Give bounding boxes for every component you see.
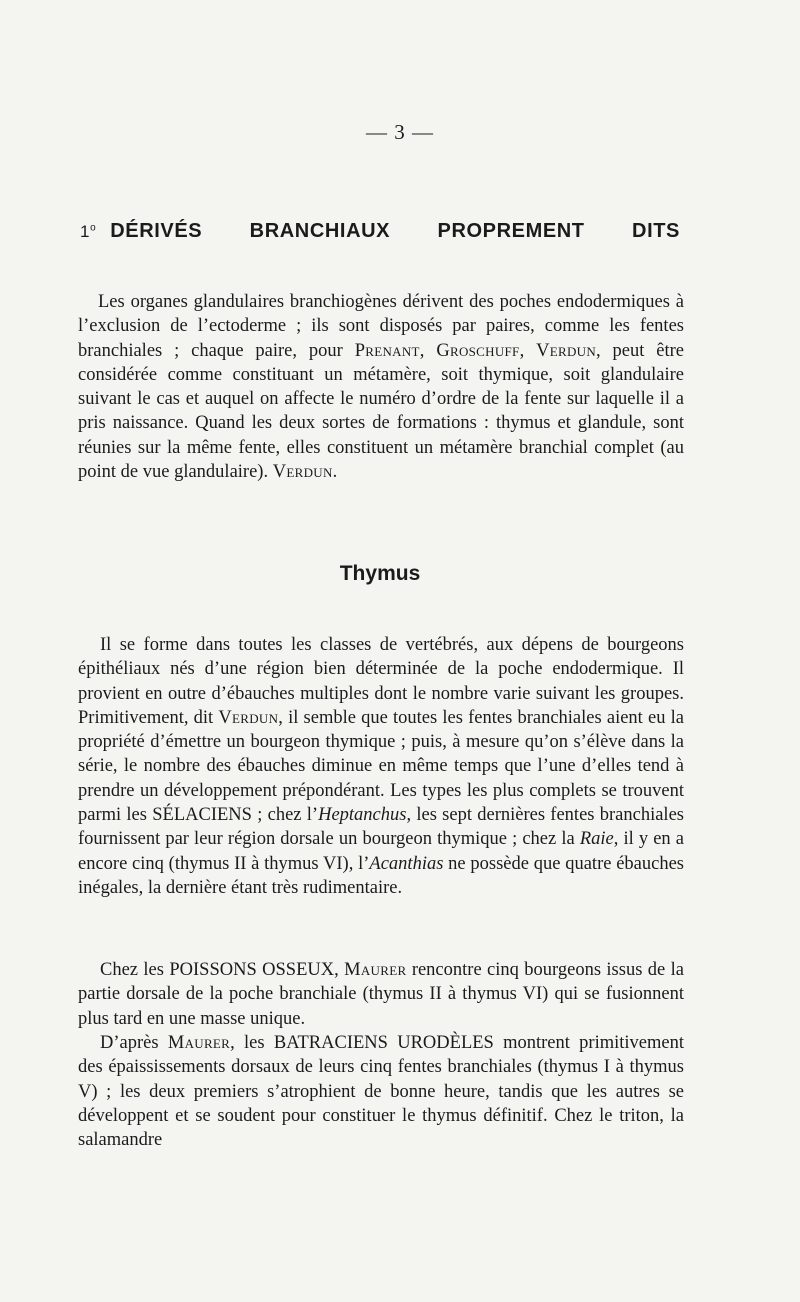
- page-number: — 3 —: [366, 120, 434, 144]
- author-name: Maurer: [344, 960, 407, 980]
- paragraph-3: Chez les POISSONS OSSEUX, Maurer rencontre cinq bourgeons issus de la partie dorsale de la poche branchiale (thymus II à thymus VI) qui se fusionnent plus tard en une masse unique.: [78, 960, 684, 1029]
- author-name: Prenant: [354, 340, 420, 361]
- paragraph-4: D’après Maurer, les BATRACIENS URODÈLES montrent primitivement des épaississements dorsaux de leurs cinq fentes branchiales (thymus I à thymus V) ; les deux premiers s’atrophient de bonne heure, tandis que les autres se développent et se soudent pour constituer le thymus définitif. Chez le triton, la salamandre: [78, 1033, 684, 1151]
- section-number: 1$^o$: [80, 222, 97, 241]
- author-name: Verdun: [218, 707, 279, 728]
- genus-name: Raie: [579, 829, 614, 850]
- author-name: Verdun: [272, 462, 333, 483]
- subheading-thymus: Thymus: [339, 562, 421, 585]
- genus-name: Acanthias: [369, 853, 444, 874]
- section-title: DÉRIVÉS BRANCHIAUX PROPREMENT DITS: [110, 220, 680, 242]
- author-name: Verdun: [536, 340, 597, 361]
- author-name: Groschuff: [436, 340, 520, 361]
- paragraph-2: Il se forme dans toutes les classes de vertébrés, aux dépens de bourgeons épithéliaux nés d’une région bien déterminée de la poche endodermique. Il provient en outre d’ébauches multiples dont le nombre varie suivant les groupes. Primitivement, dit Verdun, il semble que toutes les fentes branchiales aient eu la propriété d’émettre un bourgeon thymique ; puis, à mesure qu’on s’élève dans la série, le nombre des ébauches diminue en même temps que l’une d’elles tend à prendre un développement prépondérant. Les types les plus complets se trouvent parmi les SÉLACIENS ; chez l’Heptanchus, les sept dernières fentes branchiales fournissent par leur région dorsale un bourgeon thymique ; chez la Raie, il y en a encore cinq (thymus II à thymus VI), l’Acanthias ne possède que quatre ébauches inégales, la dernière étant très rudimentaire.: [78, 635, 684, 898]
- section-heading: [80, 220, 680, 243]
- author-name: Maurer: [167, 1033, 231, 1053]
- paragraph-1: Les organes glandulaires branchiogènes dérivent des poches endodermiques à l’exclusion de l’ectoderme ; ils sont disposés par paires, comme les fentes branchiales ; chaque paire, pour Prenant, Groschuff, Verdun, peut être considérée comme constituant un métamère, soit thymique, soit glandulaire suivant le cas et auquel on affecte le numéro d’ordre de la fente sur laquelle il a pris naissance. Quand les deux sortes de formations : thymus et glandule, sont réunies sur la même fente, elles constituent un métamère branchial complet (au point de vue glandulaire). Verdun.: [78, 292, 684, 483]
- genus-name: Heptanchus: [318, 805, 407, 826]
